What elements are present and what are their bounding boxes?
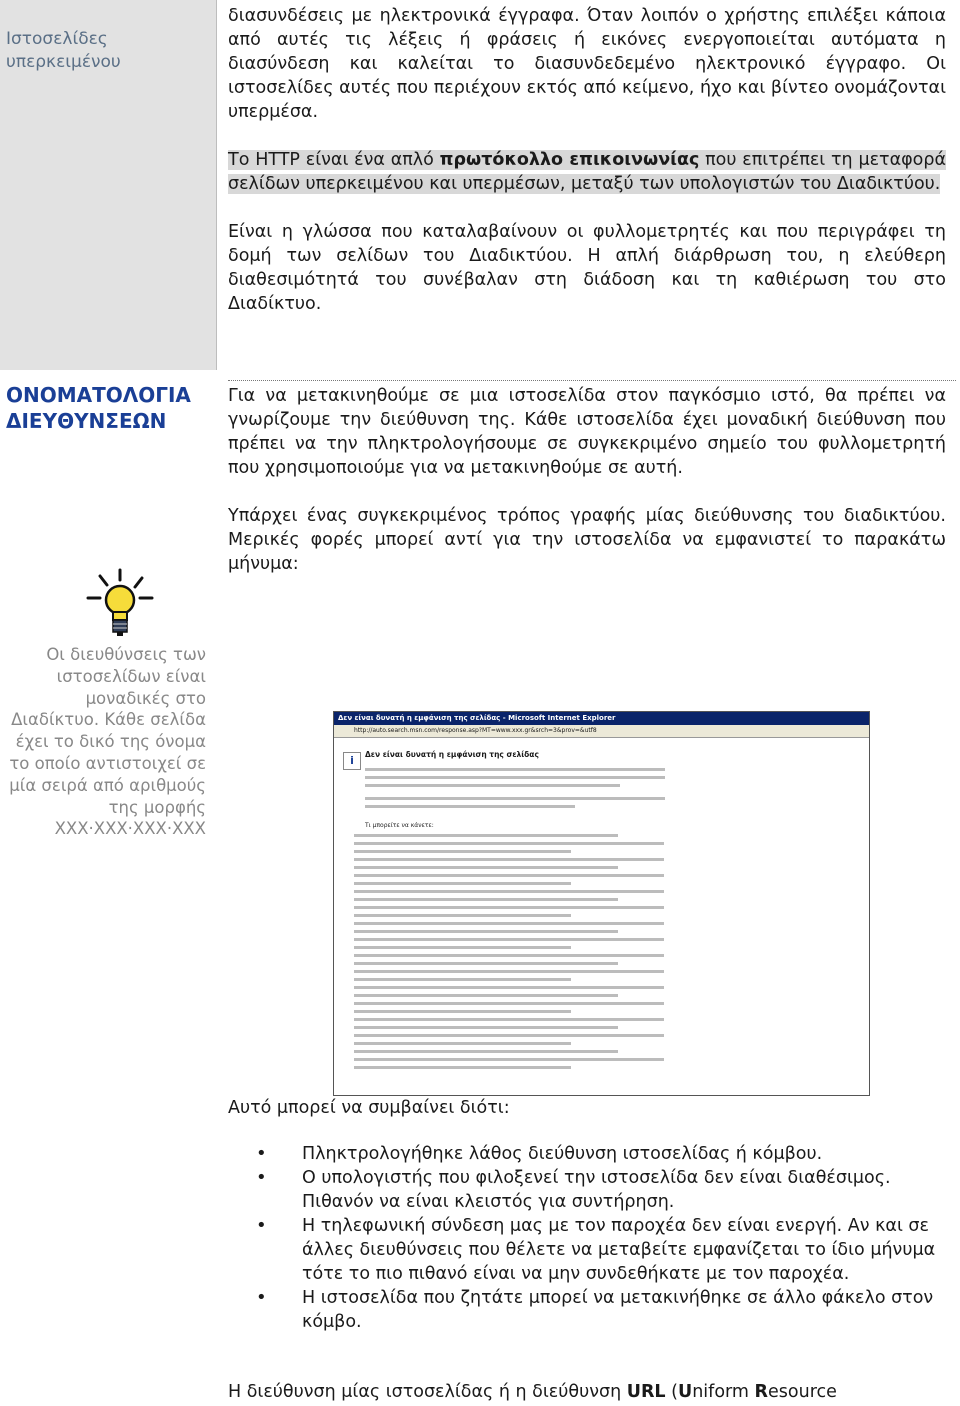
text-line xyxy=(354,1066,571,1069)
section1-text xyxy=(228,4,946,316)
text-line xyxy=(354,914,571,917)
text-line xyxy=(354,1058,664,1061)
url-word-uniform: niform xyxy=(692,1382,755,1402)
info-icon: i xyxy=(343,752,361,770)
url-abbrev: URL xyxy=(626,1382,666,1402)
list-item: • Η τηλεφωνική σύνδεση μας με τον παροχέα δεν είναι ενεργή. Αν και σε άλλες διευθύνσεις που θέλετε να μεταβείτε εμφανίζεται το ίδιο μήνυμα τότε το πιο πιθανό είναι να μην συνδεθήκατε με τον παροχέα. xyxy=(302,1214,946,1286)
window-title: Δεν είναι δυνατή η εμφάνιση της σελίδας - Microsoft Internet Explorer xyxy=(334,712,869,725)
sidebar-note: Οι διευθύνσεις των ιστοσελίδων είναι μοναδικές στο Διαδίκτυο. Κάθε σελίδα έχει το δικό της όνομα το οποίο αντιστοιχεί σε μία σειρά από αριθμούς της μορφής XXX·XXX·XXX·XXX xyxy=(9,645,206,839)
paragraph-http xyxy=(228,148,946,196)
text-line xyxy=(354,978,571,981)
text-line xyxy=(354,1002,664,1005)
text-line xyxy=(354,962,618,965)
paragraph-html: Είναι η γλώσσα που καταλαβαίνουν οι φυλλομετρητές και που περιγράφει τη δομή των σελίδων του Διαδικτύου. Η απλή διάρθρωση του, η ελεύθερη διαθεσιμότητά του συνέβαλαν στη διάδοση και τη καθιέρωση του στο Διαδίκτυο. xyxy=(228,222,946,314)
list-item: • Η ιστοσελίδα που ζητάτε μπορεί να μετακινήθηκε σε άλλο φάκελο στον κόμβο. xyxy=(302,1286,946,1334)
text-line xyxy=(354,906,664,909)
http-text-bold: πρωτόκολλο επικοινωνίας xyxy=(439,150,700,170)
text-line xyxy=(354,986,664,989)
reason-intro: Αυτό μπορεί να συμβαίνει διότι: xyxy=(228,1098,510,1118)
reasons-list xyxy=(226,1142,946,1334)
error-description-lines xyxy=(365,768,665,813)
list-item: • Ο υπολογιστής που φιλοξενεί την ιστοσελίδα δεν είναι διαθέσιμος. Πιθανόν να είναι κλειστός για συντήρηση. xyxy=(302,1166,946,1214)
section-divider xyxy=(228,380,956,381)
text-line xyxy=(354,1026,618,1029)
text-line xyxy=(354,850,571,853)
browser-error-screenshot xyxy=(333,711,870,1096)
text-line xyxy=(354,970,664,973)
text-line xyxy=(354,866,618,869)
text-line xyxy=(354,1042,571,1045)
text-line xyxy=(354,834,618,837)
address-bar: http://auto.search.msn.com/response.asp?MT=www.xxx.gr&srch=3&prov=&utf8 xyxy=(334,725,869,738)
text-line xyxy=(354,898,618,901)
suggestions-lines xyxy=(354,834,664,1074)
text-line xyxy=(354,890,664,893)
text-line xyxy=(354,1050,618,1053)
error-title: Δεν είναι δυνατή η εμφάνιση της σελίδας xyxy=(365,750,539,759)
http-text-post: που επιτρέπει τη μεταφορά σελίδων υπερκειμένου και υπερμέσων, μεταξύ των υπολογιστών του Διαδικτύου. xyxy=(228,150,947,194)
text-line xyxy=(365,776,665,779)
sidebar-divider xyxy=(216,0,217,370)
http-highlight-text xyxy=(228,150,946,194)
text-line xyxy=(354,922,664,925)
sidebar-title-address-naming: ΟΝΟΜΑΤΟΛΟΓΙΑ ΔΙΕΥΘΥΝΣΕΩΝ xyxy=(6,383,191,433)
text-line xyxy=(365,805,575,808)
paragraph-url xyxy=(228,1380,946,1404)
section2-text xyxy=(228,384,946,576)
lightbulb-icon xyxy=(82,568,162,640)
text-line xyxy=(354,938,664,941)
text-line xyxy=(354,954,664,957)
text-line xyxy=(354,882,571,885)
url-letter-r: R xyxy=(754,1382,769,1402)
text-line xyxy=(354,930,618,933)
paragraph-address-intro: Για να μετακινηθούμε σε μια ιστοσελίδα στον παγκόσμιο ιστό, θα πρέπει να γνωρίζουμε την διεύθυνση της. Κάθε ιστοσελίδα έχει μοναδική διεύθυνση που πρέπει να την πληκτρολογήσουμε σε συγκεκριμένο σημείο του φυλλομετρητή που χρησιμοποιούμε για να μετακινηθούμε σε αυτή. xyxy=(228,386,946,478)
text-line xyxy=(365,797,665,800)
sidebar-title-hypertext: Ιστοσελίδες υπερκειμένου xyxy=(6,29,121,72)
url-paren: ( xyxy=(665,1382,678,1402)
error-subheading: Τι μπορείτε να κάνετε: xyxy=(365,822,434,829)
reasons-list-container xyxy=(226,1142,946,1334)
text-line xyxy=(354,1018,664,1021)
paragraph-address-format: Υπάρχει ένας συγκεκριμένος τρόπος γραφής μίας διεύθυνσης του διαδικτύου. Μερικές φορές μπορεί αντί για την ιστοσελίδα να εμφανιστεί το παρακάτω μήνυμα: xyxy=(228,506,946,574)
text-line xyxy=(365,784,620,787)
list-item: • Πληκτρολογήθηκε λάθος διεύθυνση ιστοσελίδας ή κόμβου. xyxy=(302,1142,946,1166)
paragraph-hypertext: διασυνδέσεις με ηλεκτρονικά έγγραφα. Όταν λοιπόν ο χρήστης επιλέξει κάποια από αυτές τις λέξεις ή φράσεις ή εικόνες ενεργοποιείται αυτόματα η διασύνδεση και καλείται το διασυνδεδεμένο ηλεκτρονικό έγγραφο. Οι ιστοσελίδες αυτές που περιέχουν εκτός από κείμενο, ήχο και βίντεο ονομάζονται υπερμέσα. xyxy=(228,6,946,122)
text-line xyxy=(354,1010,571,1013)
http-text-pre: Το HTTP είναι ένα απλό xyxy=(228,150,440,170)
text-line xyxy=(354,842,664,845)
text-line xyxy=(354,858,664,861)
text-line xyxy=(354,874,664,877)
url-letter-u: U xyxy=(677,1382,693,1402)
text-line xyxy=(354,946,571,949)
text-line xyxy=(354,994,618,997)
text-line xyxy=(365,768,665,771)
text-line xyxy=(354,1034,664,1037)
url-text-pre: Η διεύθυνση μίας ιστοσελίδας ή η διεύθυνση xyxy=(228,1382,627,1402)
error-page-content xyxy=(334,738,869,1095)
url-word-resource: esource xyxy=(768,1382,837,1402)
